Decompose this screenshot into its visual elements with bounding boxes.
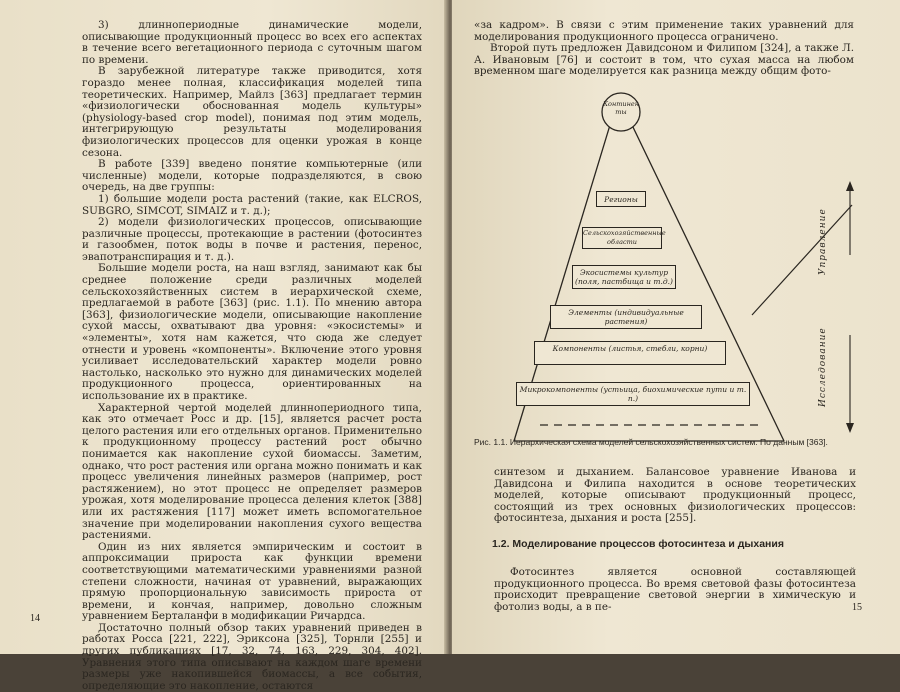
paragraph: Второй путь предложен Давидсоном и Филипом [324], а также Л. А. Ивановым [76] и состоит в том, что сухая масса на любом временном шаге моделируется как разница между общим фото- [474, 42, 854, 78]
hierarchy-box-agri-areas: Сельскохозяйственные области [582, 227, 662, 249]
hierarchy-box-crop-ecosystems: Экосистемы культур (поля, пастбища и т.д.) [572, 265, 676, 289]
left-page [0, 0, 448, 692]
paragraph: Один из них является эмпирическим и состоит в аппроксимации прироста как функции времени соответствующими математическими уравнениями разной степени сложности, начиная от уравнений, выражающих прямую пропорциональную зависимость прироста от времени, и кончая, например, довольно сложным уравнением Берталанфи в модификации Ричардса. [82, 540, 422, 623]
diagonal-arrow-line [752, 205, 852, 315]
paragraph: Большие модели роста, на наш взгляд, занимают как бы среднее положение среди различных моделей сельскохозяйственных систем в иерархической схеме, предлагаемой в работе [363] (рис. 1.1). По мнению автора [363], физиологические модели, описывающие накопление сухой массы, охватывают два уровня: «экосистемы» и «элементы», хотя нам кажется, что сюда же следует отнести и уровень «компоненты». Включение этого уровня усиливает исследовательский характер модели ровно настолько, насколько это нужно для динамических моделей продукционного процесса, ориентированных на использование их в практике. [82, 262, 422, 402]
paragraph: В зарубежной литературе также приводится, хотя гораздо менее полная, классификация моделей типа теоретических. Например, Майлз [363] предлагает термин «физиологически обоснованная модель культуры» (physiology-based crop model), понимая под этим модель, интегрирующую результаты моделирования физиологических процессов для оценки урожая в конце сезона. [82, 65, 422, 159]
paragraph: синтезом и дыханием. Балансовое уравнение Иванова и Давидсона и Филипа находится в основе теоретических моделей, которые описывают продукционный процесс, состоящий из трех основных физиологических процессов: фотосинтеза, дыхания и роста [255]. [494, 466, 856, 525]
hierarchy-box-regions: Регионы [596, 191, 646, 207]
page-number-right: 15 [852, 602, 862, 613]
right-page-top-text [474, 20, 854, 78]
right-page [452, 0, 900, 654]
hierarchy-box-elements: Элементы (индивидуальные растения) [550, 305, 702, 329]
paragraph: Фотосинтез является основной составляющей продукционного процесса. Во время световой фазы фотосинтеза происходит превращение световой энергии в химическую и фотолиз воды, а в пе- [494, 566, 856, 613]
paragraph: Достаточно полный обзор таких уравнений приведен в работах Росса [221, 222], Эриксона [325], Торнли [255] и других публикациях [17, 32, 74, 163, 229, 304, 402]. Уравнения этого типа описывают на каждом шаге времени размеры уже накопившейся биомассы, а все события, определяющие это накопление, остаются [82, 621, 422, 692]
left-page-text [82, 20, 422, 692]
up-arrow-head [846, 181, 854, 191]
paragraph: «за кадром». В связи с этим применение таких уравнений для моделирования продукционного процесса ограничено. [474, 19, 854, 43]
hierarchy-box-microcomponents: Микрокомпоненты (устьица, биохимические пути и т. п.) [516, 382, 750, 406]
hierarchy-box-components: Компоненты (листья, стебли, корни) [534, 341, 726, 365]
paragraph: 3) длиннопериодные динамические модели, описывающие продукционный процесс во всех его аспектах в течение всего вегетационного периода с суточным шагом по времени. [82, 19, 422, 66]
paragraph: 1) большие модели роста растений (такие, как ELCROS, SUBGRO, SIMCOT, SIMAIZ и т. д.); [82, 192, 422, 217]
apex-label: Континенты [603, 100, 639, 116]
paragraph: 2) модели физиологических процессов, описывающие различные процессы, протекающие в растении (фотосинтез и газообмен, поток воды в почве и растения, перенос, эвапотранспирация и т. д.). [82, 216, 422, 263]
paragraph: Характерной чертой моделей длиннопериодного типа, как это отмечает Росс и др. [15], является расчет роста целого растения или его отдельных органов. Применительно к продукционному процессу растений рост обычно понимается как накопление сухой биомассы. Заметим, однако, что рост растения или органа можно понимать и как процесс увеличения линейных размеров (например, рост растяжением), но этот процесс не определяет размеров урожая, хотя моделирование процесса деления клеток [388] или их растяжения [117] может иметь вспомогательное значение при моделировании накопления сухого вещества растениями. [82, 401, 422, 542]
paragraph: В работе [339] введено понятие компьютерные (или численные) модели, которые подразделяются, в свою очередь, на две группы: [82, 158, 422, 194]
page-number-left: 14 [30, 613, 40, 624]
right-page-section-text [494, 567, 856, 613]
hierarchy-figure [502, 95, 877, 450]
section-heading: 1.2. Моделирование процессов фотосинтеза и дыхания [492, 538, 784, 550]
figure-caption: Рис. 1.1. Иерархическая схема моделей сельскохозяйственных систем. По данным [363]. [474, 437, 828, 447]
down-arrow-head [846, 423, 854, 433]
research-axis-label: Исследование [818, 327, 828, 407]
control-axis-label: Управление [818, 208, 828, 275]
right-page-after-figure-text [494, 467, 856, 525]
